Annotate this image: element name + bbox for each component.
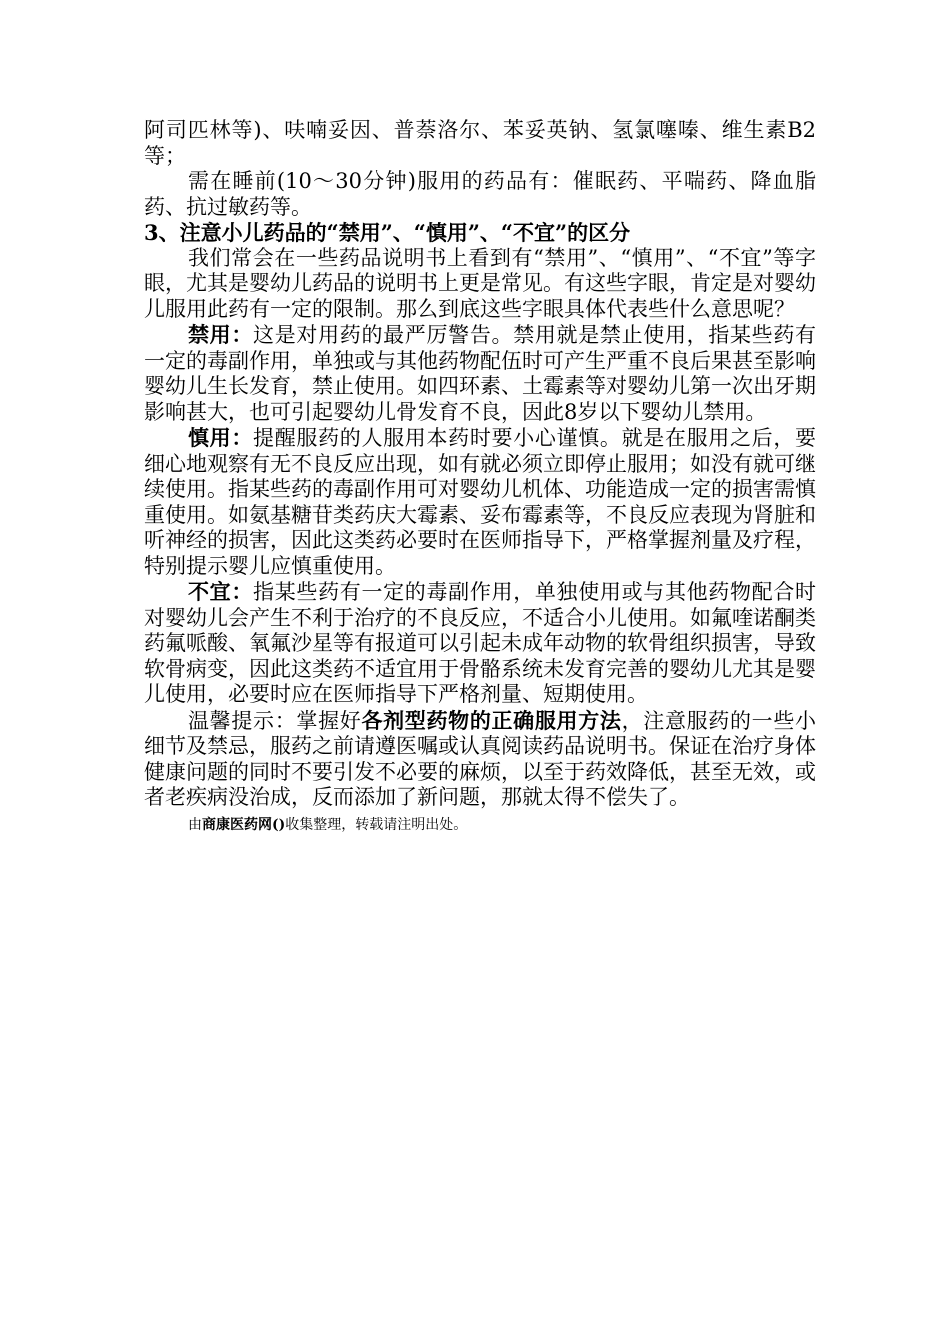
- source-note: [144, 815, 816, 835]
- text-buyi: 指某些药有一定的毒副作用，单独使用或与其他药物配合时对婴幼儿会产生不利于治疗的不良反应，不适合小儿使用。如氟喹诺酮类药氟哌酸、氧氟沙星等有报道可以引起未成年动物的软骨组织损害，导致软骨病变，因此这类药不适宜用于骨骼系统未发育完善的婴幼儿尤其是婴儿使用，必要时应在医师指导下严格剂量、短期使用。: [144, 580, 817, 706]
- paragraph-tip: [144, 708, 816, 811]
- tip-prefix: 温馨提示：掌握好: [188, 708, 362, 733]
- source-prefix: 由: [188, 816, 202, 833]
- paragraph-buyi: [144, 579, 816, 708]
- tip-link-text[interactable]: 各剂型药物的正确服用方法: [361, 707, 622, 733]
- term-buyi: 不宜：: [188, 579, 254, 604]
- text-shenyong: 提醒服药的人服用本药时要小心谨慎。就是在服用之后，要细心地观察有无不良反应出现，如有就必须立即停止服用；如没有就可继续使用。指某些药的毒副作用可对婴幼儿机体、功能造成一定的损害需慎重使用。如氨基糖苷类药庆大霉素、妥布霉素等，不良反应表现为肾脏和听神经的损害，因此这类药必要时在医师指导下，严格掌握剂量及疗程，特别提示婴儿应慎重使用。: [144, 426, 817, 578]
- paragraph-jinyong: [144, 322, 816, 425]
- tip-suffix: ，注意服药的一些小细节及禁忌，服药之前请遵医嘱或认真阅读药品说明书。保证在治疗身体健康问题的同时不要引发不必要的麻烦，以至于药效降低，甚至无效，或者老疾病没治成，反而添加了新问题，那就太得不偿失了。: [144, 708, 817, 809]
- text-jinyong: 这是对用药的最严厉警告。禁用就是禁止使用，指某些药有一定的毒副作用，单独或与其他药物配伍时可产生严重不良后果甚至影响婴幼儿生长发育，禁止使用。如四环素、土霉素等对婴幼儿第一次出牙期影响甚大，也可引起婴幼儿骨发育不良，因此8岁以下婴幼儿禁用。: [144, 323, 817, 424]
- term-shenyong: 慎用：: [188, 425, 254, 450]
- paragraph-bedtime-medicines: 需在睡前(10～30分钟)服用的药品有：催眠药、平喘药、降血脂药、抗过敏药等。: [144, 169, 816, 219]
- section-heading: 3、注意小儿药品的“禁用”、“慎用”、“不宜”的区分: [144, 220, 631, 245]
- source-site-name[interactable]: 商康医药网(): [202, 816, 286, 833]
- paragraph-continuation: 阿司匹林等)、呋喃妥因、普萘洛尔、苯妥英钠、氢氯噻嗪、维生素B2等；: [144, 118, 816, 168]
- term-jinyong: 禁用：: [188, 322, 254, 347]
- paragraph-shenyong: [144, 425, 816, 579]
- paragraph-intro: 我们常会在一些药品说明书上看到有“禁用”、“慎用”、“不宜”等字眼，尤其是婴幼儿药品的说明书上更是常见。有这些字眼，肯定是对婴幼儿服用此药有一定的限制。那么到底这些字眼具体代表些什么意思呢？: [144, 245, 816, 321]
- document-page: [144, 118, 816, 835]
- source-suffix: 收集整理，转载请注明出处。: [285, 816, 468, 833]
